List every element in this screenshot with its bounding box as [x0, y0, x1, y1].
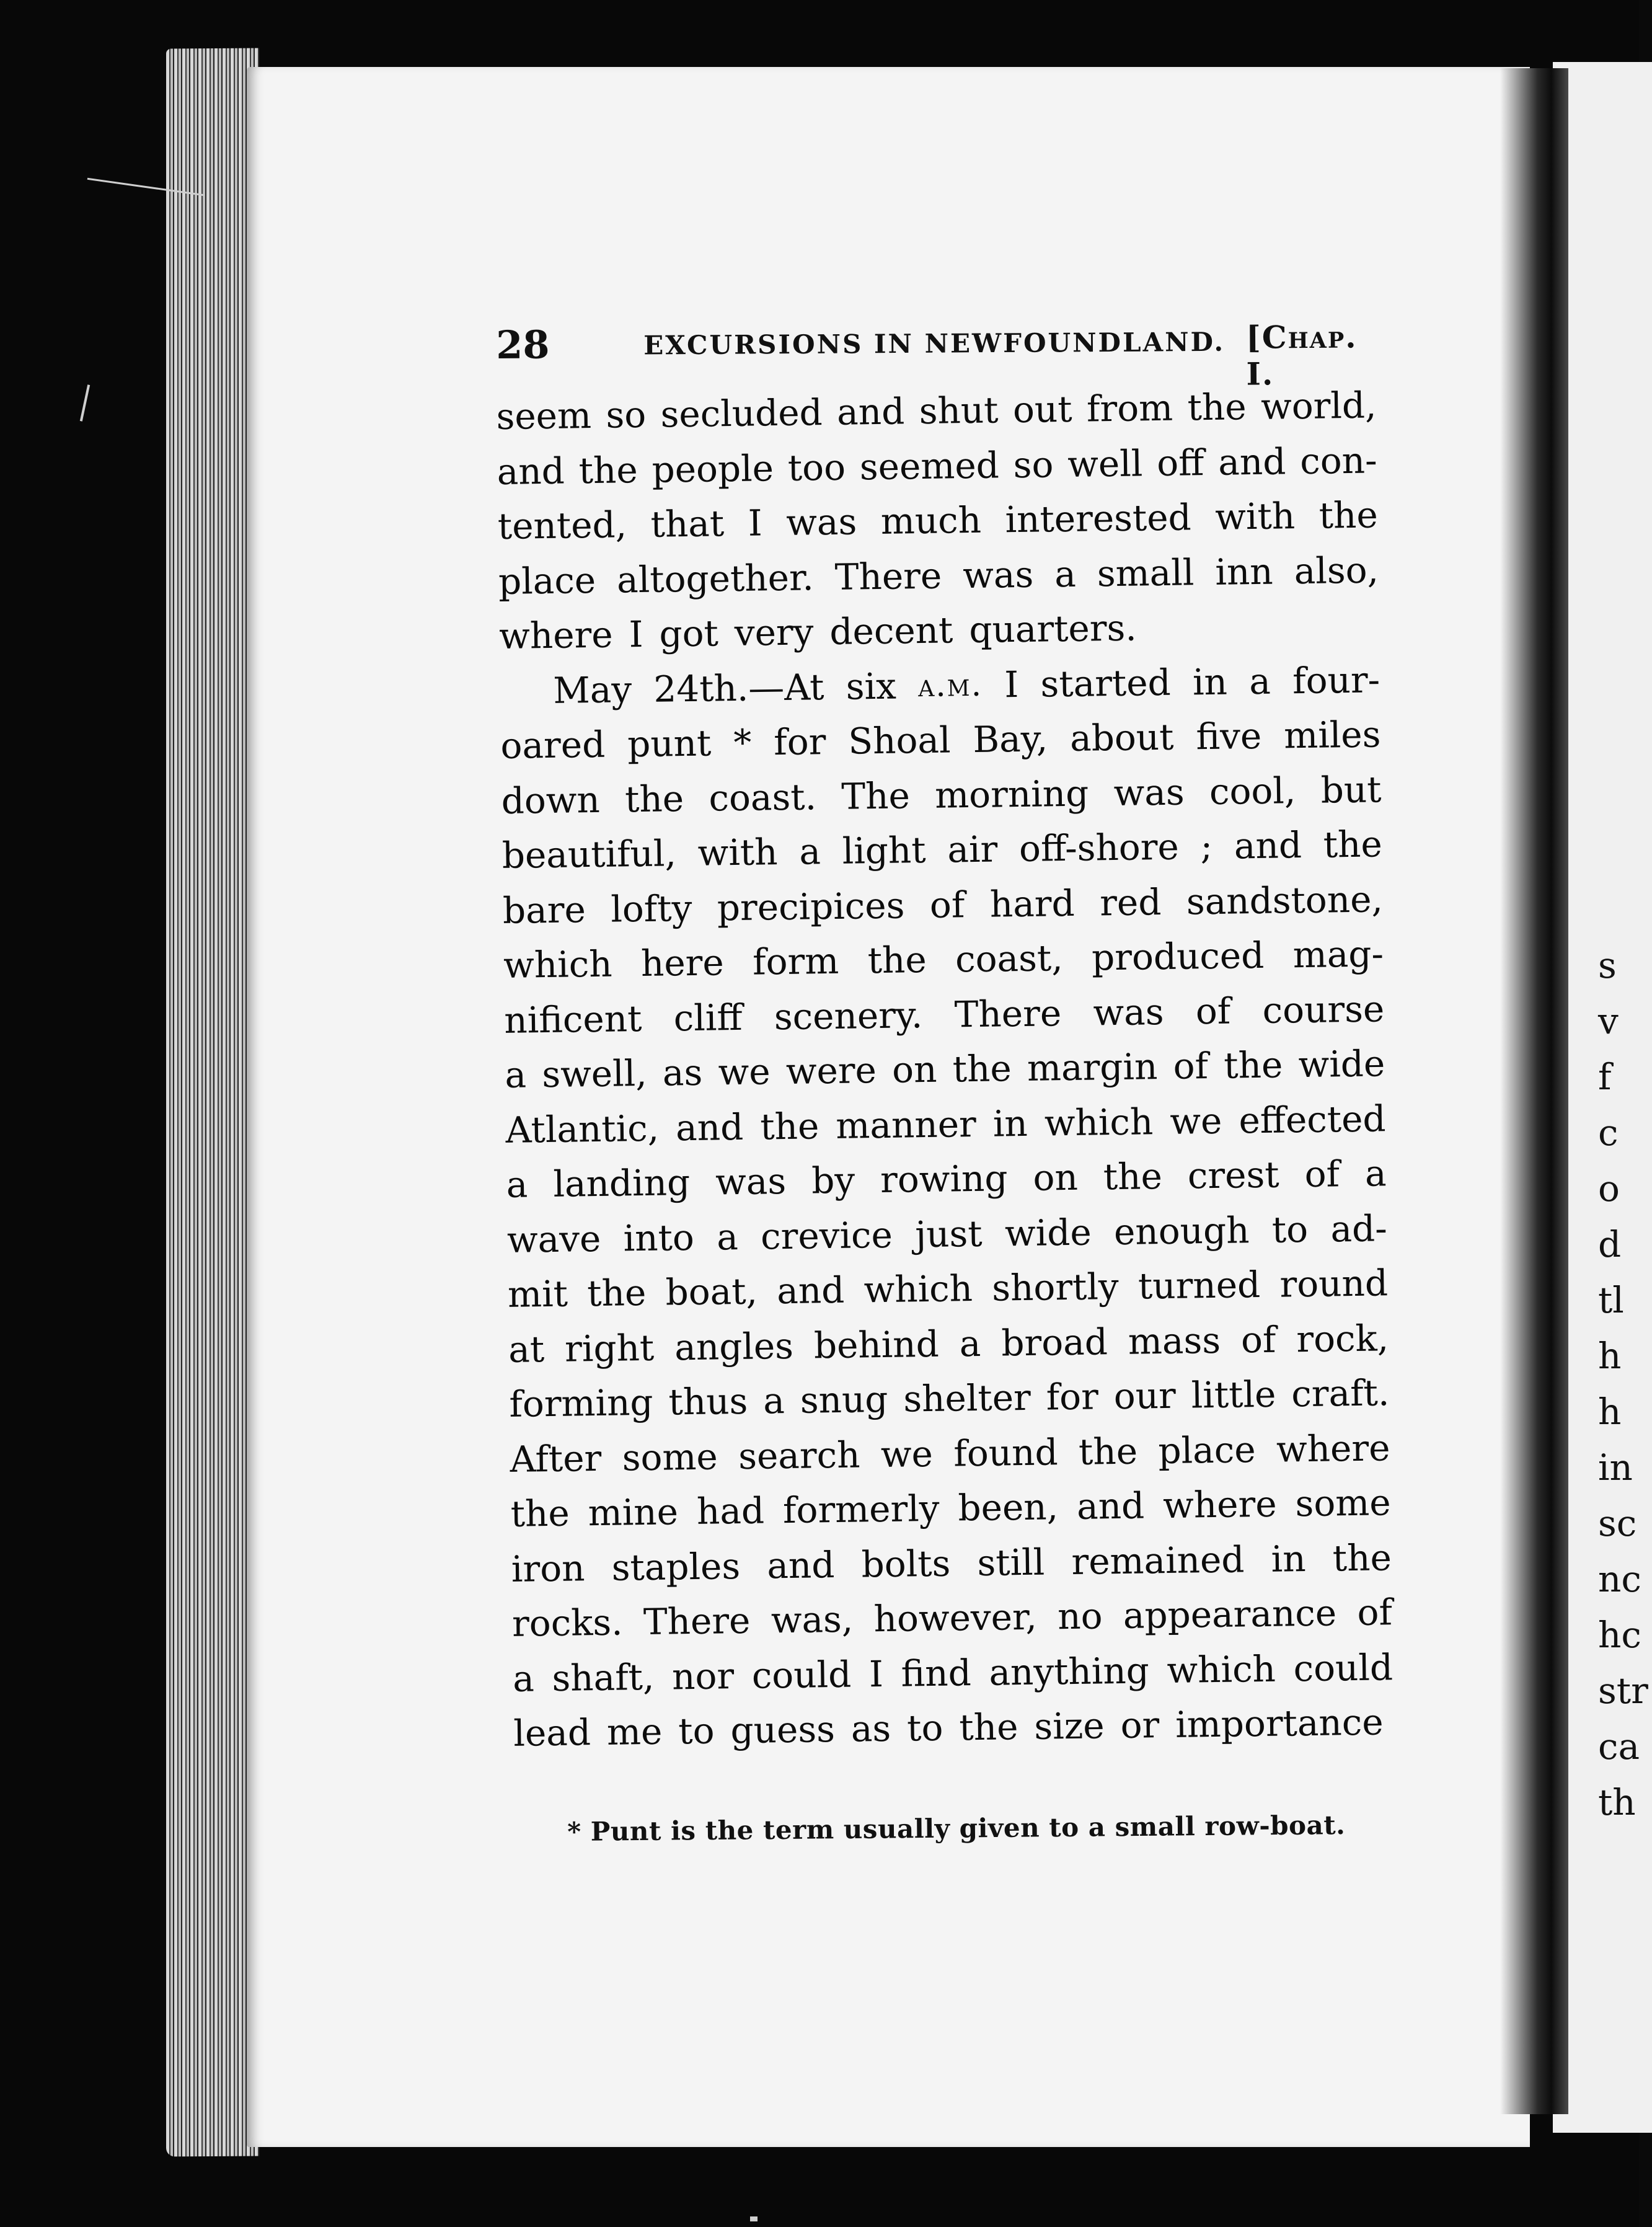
text-line: down the coast. The morning was cool, but — [501, 768, 1382, 822]
facing-page-text — [1598, 937, 1648, 1830]
text-line: wave into a crevice just wide enough to ad- — [506, 1206, 1388, 1261]
text-line: the mine had formerly been, and where some — [510, 1481, 1391, 1535]
facing-page-letter: ca — [1598, 1725, 1640, 1768]
facing-page-letter: hc — [1598, 1614, 1641, 1656]
facing-page-letter: o — [1598, 1167, 1620, 1210]
text-line: After some search we found the place where — [510, 1426, 1390, 1481]
text-line: lead me to guess as to the size or importance — [513, 1701, 1384, 1755]
text-line: a landing was by rowing on the crest of a — [506, 1152, 1387, 1206]
facing-page-letter: v — [1598, 1000, 1619, 1042]
text-line: iron staples and bolts still remained in the — [511, 1536, 1392, 1590]
text-line: a shaft, nor could I find anything which could — [512, 1645, 1394, 1700]
text-line: bare lofty precipices of hard red sandstone, — [502, 877, 1384, 932]
facing-page-letter: s — [1598, 944, 1617, 986]
text-line: at right angles behind a broad mass of rock, — [508, 1316, 1389, 1371]
facing-page-letter: f — [1598, 1056, 1612, 1098]
footnote: * Punt is the term usually given to a small row-boat. — [567, 1810, 1346, 1847]
binding-gutter — [1500, 68, 1568, 2114]
text-line: a swell, as we were on the margin of the wide — [505, 1042, 1385, 1096]
facing-page-letter: tl — [1598, 1279, 1624, 1321]
facing-page-letter: str — [1598, 1670, 1648, 1712]
text-line: tented, that I was much interested with the — [497, 494, 1379, 547]
facing-page-letter: c — [1598, 1112, 1619, 1154]
facing-page-letter: th — [1598, 1781, 1636, 1823]
book-title: EXCURSIONS IN NEWFOUNDLAND. — [643, 326, 1226, 361]
text-line: beautiful, with a light air off-shore ; and the — [501, 823, 1383, 877]
running-head — [496, 317, 1364, 392]
text-line: oared punt * for Shoal Bay, about five miles — [500, 713, 1381, 767]
text-line: seem so secluded and shut out from the world, — [496, 384, 1377, 438]
text-line: Atlantic, and the manner in which we effected — [505, 1097, 1386, 1151]
chapter-reference: [Chap. I. — [1245, 318, 1358, 392]
facing-page-letter: sc — [1598, 1502, 1637, 1544]
facing-page-letter: h — [1598, 1335, 1622, 1377]
text-line: mit the boat, and which shortly turned round — [507, 1262, 1389, 1316]
scan-speck — [750, 2216, 758, 2221]
page-edges — [166, 48, 259, 2156]
text-line: and the people too seemed so well off and con- — [497, 438, 1377, 493]
text-line: nificent cliff scenery. There was of course — [503, 987, 1385, 1042]
text-line: rocks. There was, however, no appearance of — [511, 1591, 1393, 1645]
body-text — [496, 378, 1394, 1761]
facing-page-letter: in — [1598, 1446, 1633, 1489]
facing-page-letter: nc — [1598, 1558, 1641, 1600]
page-number: 28 — [496, 322, 550, 368]
text-line: which here form the coast, produced mag- — [503, 932, 1384, 986]
facing-page-letter: h — [1598, 1391, 1622, 1433]
text-line: where I got very decent quarters. — [498, 606, 1137, 657]
facing-page-letter: d — [1598, 1223, 1622, 1265]
scan-speck — [80, 384, 90, 422]
text-line: forming thus a snug shelter for our little craft. — [508, 1371, 1390, 1425]
text-line: May 24th.—At six a.m. I started in a four- — [552, 658, 1380, 712]
text-line: place altogether. There was a small inn also, — [498, 548, 1379, 603]
